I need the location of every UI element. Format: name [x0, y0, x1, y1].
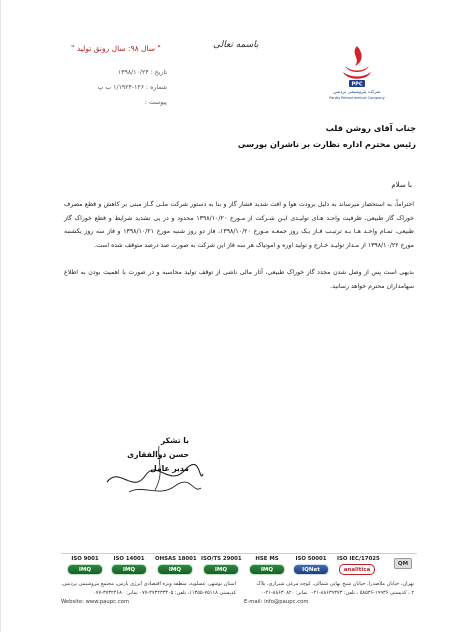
cert-label: ISO 14001: [113, 556, 145, 562]
cert-ohsas-18001: [155, 556, 195, 582]
email-link[interactable]: E-mail: info@paupc.com: [244, 599, 309, 605]
company-name-en: Pardis Petrochemical Company: [329, 96, 385, 100]
recipient-title: رئیس محترم اداره نظارت بر ناشران بورسی: [237, 139, 416, 149]
letter-date: تاریخ : ۱۳۹۸/۱۰/۲۴: [117, 69, 167, 76]
iqnet-badge-icon: IQNet: [293, 564, 329, 575]
signatory-title: مدیر عامل: [150, 464, 189, 473]
cert-iso-9001: [65, 556, 105, 582]
analitica-badge-icon: analitica: [339, 564, 375, 575]
signature-closing: با تشکر: [160, 436, 189, 445]
cert-iso-ts-29001: [201, 556, 241, 582]
company-logo: [322, 44, 392, 106]
cert-label: ISO IEC/17025: [337, 556, 380, 562]
qm-badge-icon: QM: [394, 558, 412, 569]
cert-label: ISO 9001: [71, 556, 99, 562]
cert-hse-ms: [247, 556, 287, 582]
letter-attachment: پیوست :: [144, 99, 167, 106]
cert-label: ISO/TS 29001: [201, 556, 242, 562]
website-link[interactable]: Website: www.paupc.com: [61, 599, 130, 605]
imq-badge-icon: IMQ: [249, 564, 285, 575]
imq-badge-icon: IMQ: [203, 564, 239, 575]
signatory-name: حسن ذوالفقاری: [127, 450, 189, 459]
cert-iso-14001: [109, 556, 149, 582]
greeting: با سلام: [391, 181, 412, 189]
flame-logo-icon: [337, 44, 377, 88]
year-slogan: " سال ۹۸: سال رونق تولید ": [71, 44, 161, 53]
company-name: شرکت پتروشیمی پردیس: [333, 90, 381, 95]
bismillah: باسمه تعالی: [213, 40, 259, 50]
cert-iso-iec-17025: [337, 556, 380, 582]
footer-divider: [61, 553, 417, 554]
address-bushehr: استان بوشهر، عسلویه، منطقه ویژه اقتصادی انرژی پارس، مجتمع پتروشیمی پردیس، کدپستی ۷۵۱۱۸-۱۱۳۵۵، تلفن: ۳۷۳۲۳۳۳۰۵-۰۷۷ نمابر: ۳۷۳۲۴۶۸۰-۰۷۷: [61, 581, 236, 596]
imq-badge-icon: IMQ: [67, 564, 103, 575]
cert-label: HSE MS: [255, 556, 279, 562]
logo-mark: PPC: [351, 81, 363, 88]
cert-iso-50001: [291, 556, 331, 582]
imq-badge-icon: IMQ: [111, 564, 147, 575]
cert-label: ISO 50001: [295, 556, 327, 562]
body-paragraph-2: بدیهی است پس از وصل شدن مجدد گاز خوراک طبیعی، آثار مالی ناشی از توقف تولید محاسبه و در صورت با اهمیت بودن به اطلاع سهامداران محترم خواهد رسانید.: [64, 269, 414, 290]
recipient-name: جناب آقای روشن قلب: [325, 123, 416, 133]
cert-qm: [383, 556, 423, 582]
address-tehran: تهران، خیابان ملاصدرا، خیابان شیخ بهایی شمالی، کوچه مرغی شیرازی، پلاک ۲ ، کدپستی ۱۹۹۳۶-۵۸۵۳۶ ، تلفن: ۸۸۶۳۹۳۷۳-۲۱-۰ نمابر: ۸۸۶۳۰۸۲۰-۲۱-۰: [256, 581, 414, 596]
certification-row: [65, 556, 425, 582]
signature-block: [109, 434, 189, 476]
cert-label: OHSAS 18001: [155, 556, 197, 562]
letter-number: شماره : ۱۲۶-۱/۱۹۲۴ ب پ: [97, 84, 167, 91]
imq-badge-icon: IMQ: [157, 564, 193, 575]
body-paragraph-1: احتراماً، به استحضار میرساند به دلیل برودت هوا و افت شدید فشار گاز و بنا به دستور شرکت ملـی گـاز مبنی بر کاهش و قطع مصرف خوراک گاز طبیعی، ظرفیت واحـد هـای تولیـدی ایـن شـرکت از مـورخ ۱۳۹۸/۱۰/۲۰ محدود و در پی تشدید شرایط و قطع خوراک گاز طبیعی، تمـام واحـد هـا بـه ترتیـب فـاز یـک روز جمعـه مـورخ ۱۳۹۸/۱۰/۲۰، فاز دو روز شنبه مورخ ۱۳۹۸/۱۰/۲۱ و فاز سه روز یکشنبه مورخ ۱۳۹۸/۱۰/۲۲ از مـدار تولیـد خـارج و تولید اوره و امونیاک هر سه فاز این شرکت به صورت صد درصد متوقف شده است.: [64, 201, 414, 249]
